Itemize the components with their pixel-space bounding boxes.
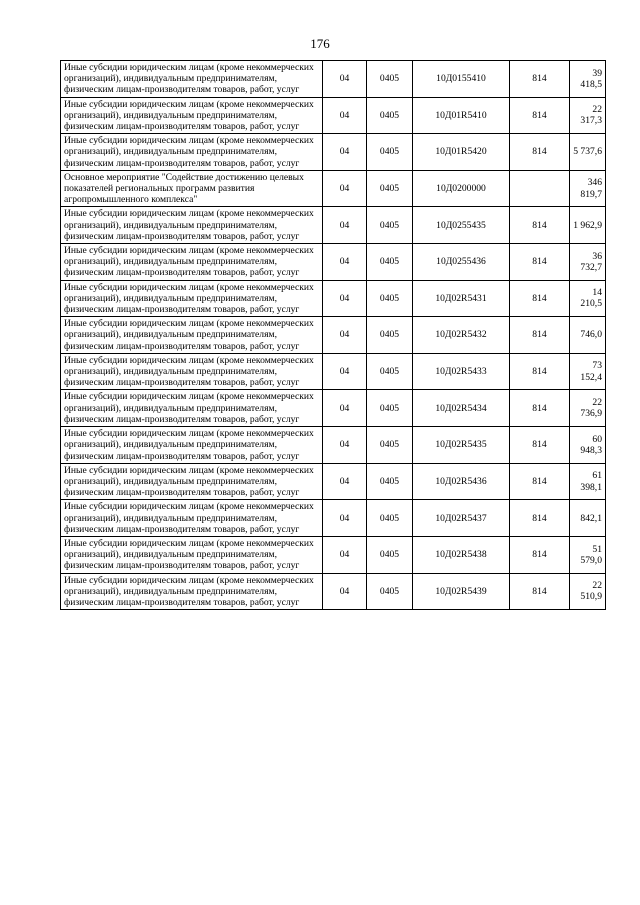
row-name-cell: Иные субсидии юридическим лицам (кроме некоммерческих организаций), индивидуальным предпринимателям, физическим лицам-производителям товаров, работ, услуг — [61, 317, 323, 354]
expense-type-cell: 814 — [510, 317, 570, 354]
subsection-cell: 0405 — [367, 573, 413, 610]
section-cell: 04 — [323, 170, 367, 207]
expense-type-cell — [510, 170, 570, 207]
target-article-cell: 10Д02R5432 — [413, 317, 510, 354]
expense-type-cell: 814 — [510, 61, 570, 98]
expense-type-cell: 814 — [510, 97, 570, 134]
subsection-cell: 0405 — [367, 244, 413, 281]
row-name-cell: Иные субсидии юридическим лицам (кроме некоммерческих организаций), индивидуальным предпринимателям, физическим лицам-производителям товаров, работ, услуг — [61, 134, 323, 171]
row-name-cell: Иные субсидии юридическим лицам (кроме некоммерческих организаций), индивидуальным предпринимателям, физическим лицам-производителям товаров, работ, услуг — [61, 536, 323, 573]
expense-type-cell: 814 — [510, 573, 570, 610]
target-article-cell: 10Д02R5436 — [413, 463, 510, 500]
row-name-cell: Иные субсидии юридическим лицам (кроме некоммерческих организаций), индивидуальным предпринимателям, физическим лицам-производителям товаров, работ, услуг — [61, 61, 323, 98]
budget-table-body — [61, 61, 606, 610]
table-row — [61, 280, 606, 317]
section-cell: 04 — [323, 390, 367, 427]
row-name-cell: Иные субсидии юридическим лицам (кроме некоммерческих организаций), индивидуальным предпринимателям, физическим лицам-производителям товаров, работ, услуг — [61, 280, 323, 317]
subsection-cell: 0405 — [367, 61, 413, 98]
section-cell: 04 — [323, 500, 367, 537]
table-row — [61, 353, 606, 390]
section-cell: 04 — [323, 317, 367, 354]
page-number: 176 — [310, 36, 330, 51]
expense-type-cell: 814 — [510, 353, 570, 390]
target-article-cell: 10Д02R5438 — [413, 536, 510, 573]
expense-type-cell: 814 — [510, 244, 570, 281]
row-name-cell: Иные субсидии юридическим лицам (кроме некоммерческих организаций), индивидуальным предпринимателям, физическим лицам-производителям товаров, работ, услуг — [61, 427, 323, 464]
section-cell: 04 — [323, 353, 367, 390]
target-article-cell: 10Д01R5410 — [413, 97, 510, 134]
table-row — [61, 61, 606, 98]
subsection-cell: 0405 — [367, 463, 413, 500]
row-name-cell: Иные субсидии юридическим лицам (кроме некоммерческих организаций), индивидуальным предпринимателям, физическим лицам-производителям товаров, работ, услуг — [61, 244, 323, 281]
amount-cell: 746,0 — [570, 317, 606, 354]
table-row — [61, 500, 606, 537]
expense-type-cell: 814 — [510, 134, 570, 171]
amount-cell: 22 736,9 — [570, 390, 606, 427]
row-name-cell: Иные субсидии юридическим лицам (кроме некоммерческих организаций), индивидуальным предпринимателям, физическим лицам-производителям товаров, работ, услуг — [61, 390, 323, 427]
target-article-cell: 10Д0200000 — [413, 170, 510, 207]
amount-cell: 36 732,7 — [570, 244, 606, 281]
section-cell: 04 — [323, 97, 367, 134]
row-name-cell: Иные субсидии юридическим лицам (кроме некоммерческих организаций), индивидуальным предпринимателям, физическим лицам-производителям товаров, работ, услуг — [61, 207, 323, 244]
expense-type-cell: 814 — [510, 463, 570, 500]
section-cell: 04 — [323, 536, 367, 573]
target-article-cell: 10Д02R5434 — [413, 390, 510, 427]
expense-type-cell: 814 — [510, 536, 570, 573]
section-cell: 04 — [323, 244, 367, 281]
amount-cell: 73 152,4 — [570, 353, 606, 390]
amount-cell: 22 510,9 — [570, 573, 606, 610]
table-row — [61, 390, 606, 427]
row-name-cell: Иные субсидии юридическим лицам (кроме некоммерческих организаций), индивидуальным предпринимателям, физическим лицам-производителям товаров, работ, услуг — [61, 97, 323, 134]
subsection-cell: 0405 — [367, 207, 413, 244]
target-article-cell: 10Д0255436 — [413, 244, 510, 281]
subsection-cell: 0405 — [367, 536, 413, 573]
section-cell: 04 — [323, 280, 367, 317]
expense-type-cell: 814 — [510, 207, 570, 244]
table-row — [61, 134, 606, 171]
table-row — [61, 244, 606, 281]
subsection-cell: 0405 — [367, 353, 413, 390]
subsection-cell: 0405 — [367, 427, 413, 464]
row-name-cell: Иные субсидии юридическим лицам (кроме некоммерческих организаций), индивидуальным предпринимателям, физическим лицам-производителям товаров, работ, услуг — [61, 353, 323, 390]
section-cell: 04 — [323, 573, 367, 610]
table-row — [61, 317, 606, 354]
target-article-cell: 10Д02R5435 — [413, 427, 510, 464]
target-article-cell: 10Д02R5437 — [413, 500, 510, 537]
amount-cell: 14 210,5 — [570, 280, 606, 317]
amount-cell: 1 962,9 — [570, 207, 606, 244]
target-article-cell: 10Д02R5431 — [413, 280, 510, 317]
table-row — [61, 463, 606, 500]
target-article-cell: 10Д02R5439 — [413, 573, 510, 610]
table-row — [61, 573, 606, 610]
expense-type-cell: 814 — [510, 390, 570, 427]
expense-type-cell: 814 — [510, 500, 570, 537]
subsection-cell: 0405 — [367, 170, 413, 207]
section-cell: 04 — [323, 427, 367, 464]
target-article-cell: 10Д0255435 — [413, 207, 510, 244]
amount-cell: 51 579,0 — [570, 536, 606, 573]
section-cell: 04 — [323, 463, 367, 500]
table-row — [61, 97, 606, 134]
subsection-cell: 0405 — [367, 390, 413, 427]
amount-cell: 60 948,3 — [570, 427, 606, 464]
subsection-cell: 0405 — [367, 134, 413, 171]
amount-cell: 22 317,3 — [570, 97, 606, 134]
target-article-cell: 10Д01R5420 — [413, 134, 510, 171]
row-name-cell: Иные субсидии юридическим лицам (кроме некоммерческих организаций), индивидуальным предпринимателям, физическим лицам-производителям товаров, работ, услуг — [61, 463, 323, 500]
subsection-cell: 0405 — [367, 97, 413, 134]
row-name-cell: Основное мероприятие "Содействие достижению целевых показателей региональных программ развития агропромышленного комплекса" — [61, 170, 323, 207]
amount-cell: 346 819,7 — [570, 170, 606, 207]
row-name-cell: Иные субсидии юридическим лицам (кроме некоммерческих организаций), индивидуальным предпринимателям, физическим лицам-производителям товаров, работ, услуг — [61, 573, 323, 610]
table-row — [61, 427, 606, 464]
subsection-cell: 0405 — [367, 500, 413, 537]
row-name-cell: Иные субсидии юридическим лицам (кроме некоммерческих организаций), индивидуальным предпринимателям, физическим лицам-производителям товаров, работ, услуг — [61, 500, 323, 537]
table-row — [61, 536, 606, 573]
amount-cell: 842,1 — [570, 500, 606, 537]
expense-type-cell: 814 — [510, 280, 570, 317]
table-row — [61, 207, 606, 244]
table-row — [61, 170, 606, 207]
section-cell: 04 — [323, 134, 367, 171]
amount-cell: 5 737,6 — [570, 134, 606, 171]
subsection-cell: 0405 — [367, 280, 413, 317]
section-cell: 04 — [323, 61, 367, 98]
target-article-cell: 10Д0155410 — [413, 61, 510, 98]
subsection-cell: 0405 — [367, 317, 413, 354]
amount-cell: 61 398,1 — [570, 463, 606, 500]
amount-cell: 39 418,5 — [570, 61, 606, 98]
section-cell: 04 — [323, 207, 367, 244]
target-article-cell: 10Д02R5433 — [413, 353, 510, 390]
expense-type-cell: 814 — [510, 427, 570, 464]
budget-table — [60, 60, 606, 610]
